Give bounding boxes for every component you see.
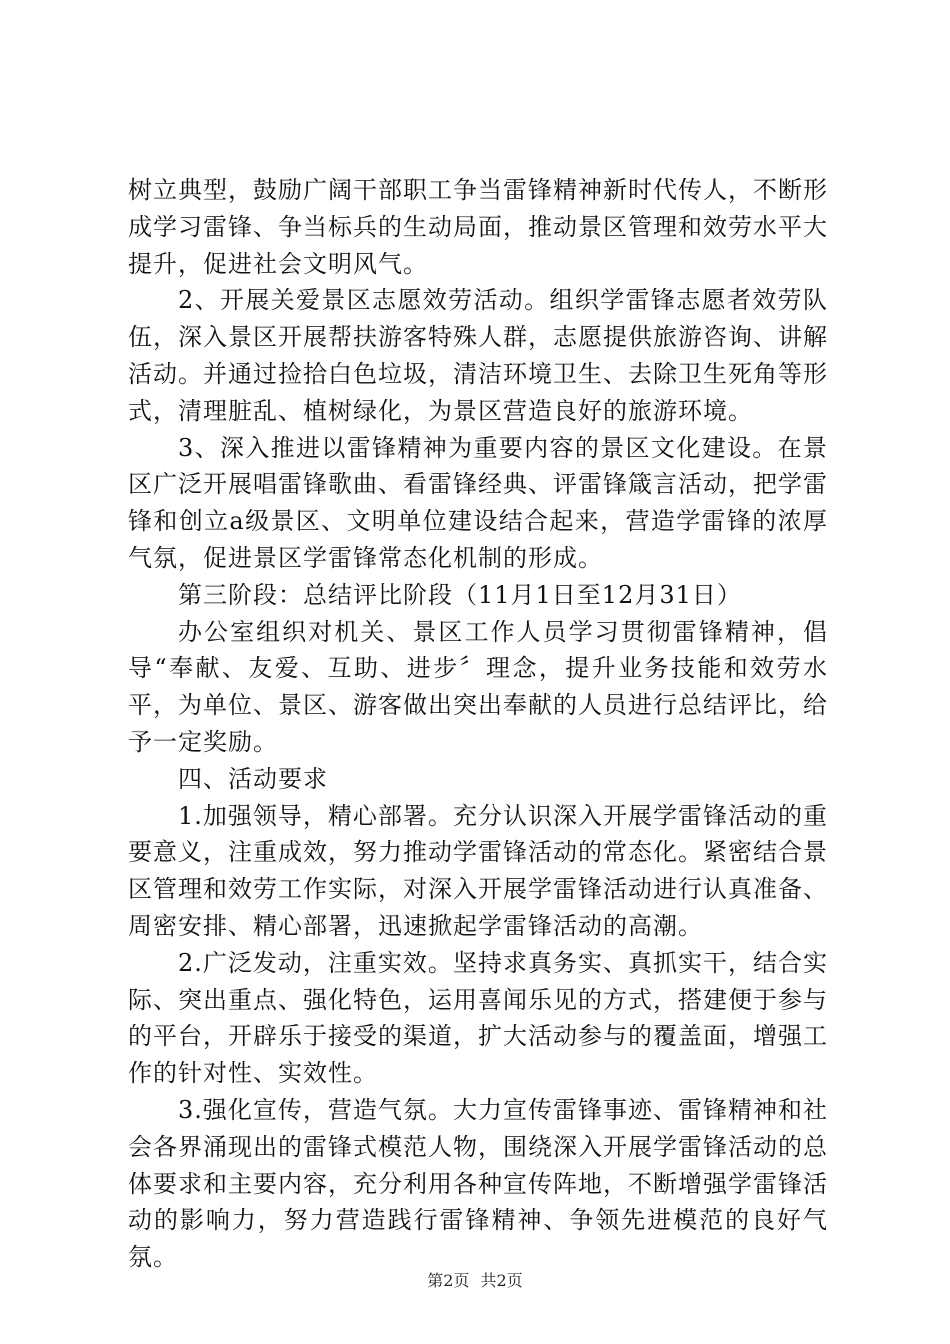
paragraph-item-2: 2、开展关爱景区志愿效劳活动。组织学雷锋志愿者效劳队伍，深入景区开展帮扶游客特殊人群，志愿提供旅游咨询、讲解活动。并通过捡拾白色垃圾，清洁环境卫生、去除卫生死角等形式，清理脏乱、植树绿化，为景区营造良好的旅游环境。: [128, 286, 828, 425]
paragraph-requirement-3: 3.强化宣传，营造气氛。大力宣传雷锋事迹、雷锋精神和社会各界涌现出的雷锋式模范人物，围绕深入开展学雷锋活动的总体要求和主要内容，充分利用各种宣传阵地，不断增强学雷锋活动的影响力，努力营造践行雷锋精神、争领先进模范的良好气氛。: [128, 1095, 828, 1272]
paragraph-item-3: 3、深入推进以雷锋精神为重要内容的景区文化建设。在景区广泛开展唱雷锋歌曲、看雷锋经典、评雷锋箴言活动，把学雷锋和创立a级景区、文明单位建设结合起来，营造学雷锋的浓厚气氛，促进景区学雷锋常态化机制的形成。: [128, 433, 828, 572]
paragraph-requirement-1: 1.加强领导，精心部署。充分认识深入开展学雷锋活动的重要意义，注重成效，努力推动学雷锋活动的常态化。紧密结合景区管理和效劳工作实际，对深入开展学雷锋活动进行认真准备、周密安排、精心部署，迅速掀起学雷锋活动的高潮。: [128, 801, 828, 940]
paragraph-continuation: 树立典型，鼓励广阔干部职工争当雷锋精神新时代传人，不断形成学习雷锋、争当标兵的生动局面，推动景区管理和效劳水平大提升，促进社会文明风气。: [128, 176, 828, 278]
paragraph-requirement-2: 2.广泛发动，注重实效。坚持求真务实、真抓实干，结合实际、突出重点、强化特色，运用喜闻乐见的方式，搭建便于参与的平台，开辟乐于接受的渠道，扩大活动参与的覆盖面，增强工作的针对性、实效性。: [128, 948, 828, 1088]
page-number: 第2页: [427, 1271, 470, 1290]
document-body: [128, 172, 828, 1276]
page-footer: [0, 1271, 950, 1291]
section-heading-stage-three: 第三阶段：总结评比阶段（11月1日至12月31日）: [178, 580, 742, 609]
page-total: 共2页: [480, 1271, 523, 1290]
section-heading-requirements: 四、活动要求: [178, 764, 328, 793]
paragraph-stage-three-body: 办公室组织对机关、景区工作人员学习贯彻雷锋精神，倡导“奉献、友爱、互助、进步〞理念，提升业务技能和效劳水平，为单位、景区、游客做出突出奉献的人员进行总结评比，给予一定奖励。: [128, 617, 828, 756]
